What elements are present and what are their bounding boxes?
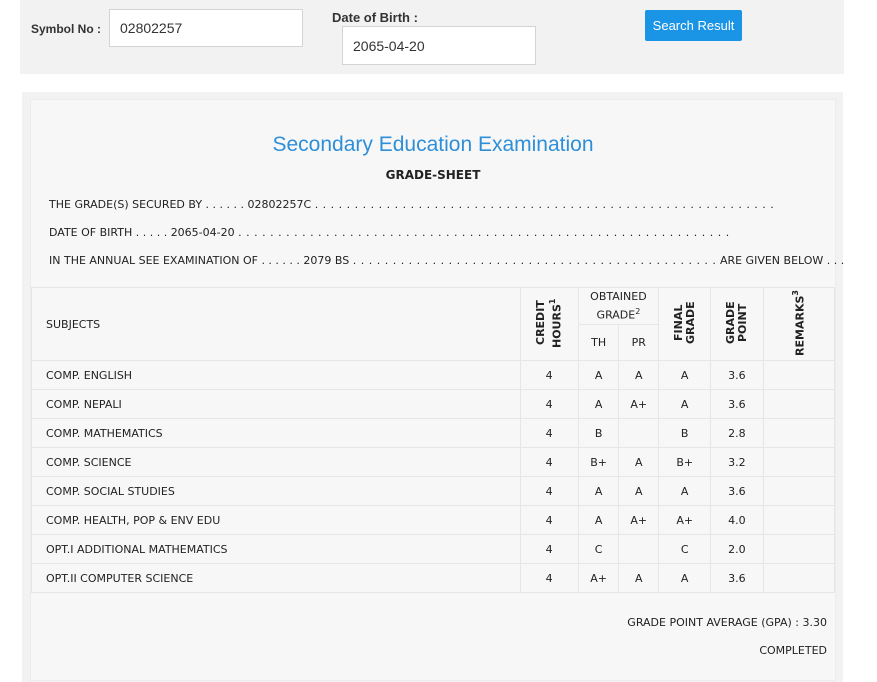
grade-sheet-title: GRADE-SHEET bbox=[385, 168, 481, 182]
obtained-label: OBTAINED bbox=[590, 290, 647, 304]
dob-value: 2065-04-20 bbox=[170, 226, 235, 239]
grade-point-cell: 3.2 bbox=[711, 448, 763, 477]
grade-label-line bbox=[579, 304, 658, 323]
grade-point-cell: 3.6 bbox=[711, 361, 763, 390]
exam-suffix: ARE GIVEN BELOW . . . bbox=[719, 254, 845, 267]
practical-grade-cell bbox=[619, 535, 659, 564]
remarks-cell bbox=[763, 390, 835, 419]
grade-point-cell: 3.6 bbox=[711, 390, 763, 419]
secured-by-line bbox=[49, 198, 774, 211]
secured-by-dots: . . . . . . . . . . . . . . . . . . . . . . . . . . . . . . . . . . . . . . . . . . . . . . . . . . . . . . . . . . bbox=[314, 198, 775, 211]
table-row bbox=[32, 390, 835, 419]
final-grade-label: FINAL GRADE bbox=[671, 301, 697, 344]
remarks-cell bbox=[763, 419, 835, 448]
remarks-cell bbox=[763, 564, 835, 593]
credit-hours-cell: 4 bbox=[520, 564, 578, 593]
theory-grade-cell: A bbox=[578, 390, 619, 419]
theory-grade-cell: A bbox=[578, 361, 619, 390]
final-grade-cell: A bbox=[659, 361, 711, 390]
subject-cell: COMP. MATHEMATICS bbox=[32, 419, 521, 448]
obtained-grade-header bbox=[578, 288, 658, 325]
secured-by-prefix: THE GRADE(S) SECURED BY . . . . . . bbox=[49, 198, 245, 211]
theory-grade-cell: A bbox=[578, 477, 619, 506]
grade-point-cell: 2.0 bbox=[711, 535, 763, 564]
subject-cell: COMP. HEALTH, POP & ENV EDU bbox=[32, 506, 521, 535]
search-form bbox=[20, 0, 844, 74]
exam-value: 2079 BS bbox=[303, 254, 350, 267]
theory-grade-cell: A bbox=[578, 506, 619, 535]
symbol-no-input[interactable] bbox=[109, 9, 303, 47]
credit-hours-cell: 4 bbox=[520, 535, 578, 564]
dob-prefix: DATE OF BIRTH . . . . . bbox=[49, 226, 168, 239]
remarks-sup: 3 bbox=[791, 289, 801, 296]
remarks-cell bbox=[763, 361, 835, 390]
final-grade-cell: A bbox=[659, 477, 711, 506]
practical-grade-cell: A bbox=[619, 564, 659, 593]
remarks-cell bbox=[763, 535, 835, 564]
obtained-sup: 2 bbox=[635, 307, 641, 317]
credit-hours-cell: 4 bbox=[520, 361, 578, 390]
theory-grade-cell: A+ bbox=[578, 564, 619, 593]
credit-hours-label: CREDIT HOURS bbox=[533, 300, 564, 348]
grade-point-cell: 4.0 bbox=[711, 506, 763, 535]
result-panel bbox=[22, 92, 843, 682]
dob-dots: . . . . . . . . . . . . . . . . . . . . . . . . . . . . . . . . . . . . . . . . . . . . . . . . . . . . . . . . . . . . . . bbox=[238, 226, 730, 239]
grade-point-cell: 2.8 bbox=[711, 419, 763, 448]
table-row bbox=[32, 506, 835, 535]
practical-grade-cell: A bbox=[619, 361, 659, 390]
remarks-cell bbox=[763, 477, 835, 506]
subject-cell: COMP. ENGLISH bbox=[32, 361, 521, 390]
subject-cell: COMP. SCIENCE bbox=[32, 448, 521, 477]
theory-grade-cell: C bbox=[578, 535, 619, 564]
credit-hours-sup: 1 bbox=[547, 297, 557, 304]
th-header: TH bbox=[578, 325, 619, 361]
grade-label: GRADE bbox=[596, 308, 636, 322]
table-row bbox=[32, 535, 835, 564]
grades-body bbox=[32, 361, 835, 593]
subject-cell: COMP. NEPALI bbox=[32, 390, 521, 419]
final-grade-header bbox=[659, 288, 711, 361]
grade-point-label: GRADE POINT bbox=[723, 301, 749, 344]
practical-grade-cell: A bbox=[619, 477, 659, 506]
symbol-no-label: Symbol No : bbox=[31, 22, 102, 36]
theory-grade-cell: B+ bbox=[578, 448, 619, 477]
exam-prefix: IN THE ANNUAL SEE EXAMINATION OF . . . . . . bbox=[49, 254, 300, 267]
date-of-birth-label: Date of Birth : bbox=[332, 10, 418, 25]
grades-table bbox=[31, 287, 835, 593]
practical-grade-cell: A bbox=[619, 448, 659, 477]
final-grade-cell: B+ bbox=[659, 448, 711, 477]
gpa-summary: GRADE POINT AVERAGE (GPA) : 3.30 bbox=[627, 616, 827, 629]
credit-hours-cell: 4 bbox=[520, 419, 578, 448]
table-row bbox=[32, 419, 835, 448]
remarks-header-text bbox=[790, 290, 807, 356]
search-result-button[interactable]: Search Result bbox=[645, 10, 742, 41]
theory-grade-cell: B bbox=[578, 419, 619, 448]
date-of-birth-input[interactable] bbox=[342, 26, 536, 65]
remarks-header bbox=[763, 288, 835, 361]
credit-hours-cell: 4 bbox=[520, 390, 578, 419]
final-grade-cell: A+ bbox=[659, 506, 711, 535]
subject-cell: COMP. SOCIAL STUDIES bbox=[32, 477, 521, 506]
final-grade-cell: A bbox=[659, 564, 711, 593]
grade-point-cell: 3.6 bbox=[711, 477, 763, 506]
credit-hours-header bbox=[520, 288, 578, 361]
credit-hours-header-text bbox=[535, 287, 564, 359]
final-grade-cell: A bbox=[659, 390, 711, 419]
final-grade-cell: B bbox=[659, 419, 711, 448]
table-row bbox=[32, 361, 835, 390]
credit-hours-cell: 4 bbox=[520, 506, 578, 535]
dob-line bbox=[49, 226, 730, 239]
exam-dots: . . . . . . . . . . . . . . . . . . . . . . . . . . . . . . . . . . . . . . . . . . . . . . bbox=[352, 254, 717, 267]
exam-line bbox=[49, 254, 844, 267]
pr-header: PR bbox=[619, 325, 659, 361]
remarks-cell bbox=[763, 448, 835, 477]
final-grade-cell: C bbox=[659, 535, 711, 564]
subject-cell: OPT.I ADDITIONAL MATHEMATICS bbox=[32, 535, 521, 564]
completion-status: COMPLETED bbox=[759, 644, 827, 657]
table-row bbox=[32, 448, 835, 477]
grade-sheet bbox=[30, 99, 845, 681]
practical-grade-cell: A+ bbox=[619, 390, 659, 419]
remarks-cell bbox=[763, 506, 835, 535]
credit-hours-cell: 4 bbox=[520, 448, 578, 477]
grade-point-cell: 3.6 bbox=[711, 564, 763, 593]
exam-title: Secondary Education Examination bbox=[272, 133, 594, 156]
grade-point-header bbox=[711, 288, 763, 361]
secured-by-value: 02802257C bbox=[247, 198, 312, 211]
table-row bbox=[32, 564, 835, 593]
credit-hours-cell: 4 bbox=[520, 477, 578, 506]
practical-grade-cell: A+ bbox=[619, 506, 659, 535]
remarks-label: REMARKS bbox=[794, 295, 808, 356]
practical-grade-cell bbox=[619, 419, 659, 448]
table-row bbox=[32, 477, 835, 506]
subject-cell: OPT.II COMPUTER SCIENCE bbox=[32, 564, 521, 593]
subjects-header: SUBJECTS bbox=[32, 288, 521, 361]
